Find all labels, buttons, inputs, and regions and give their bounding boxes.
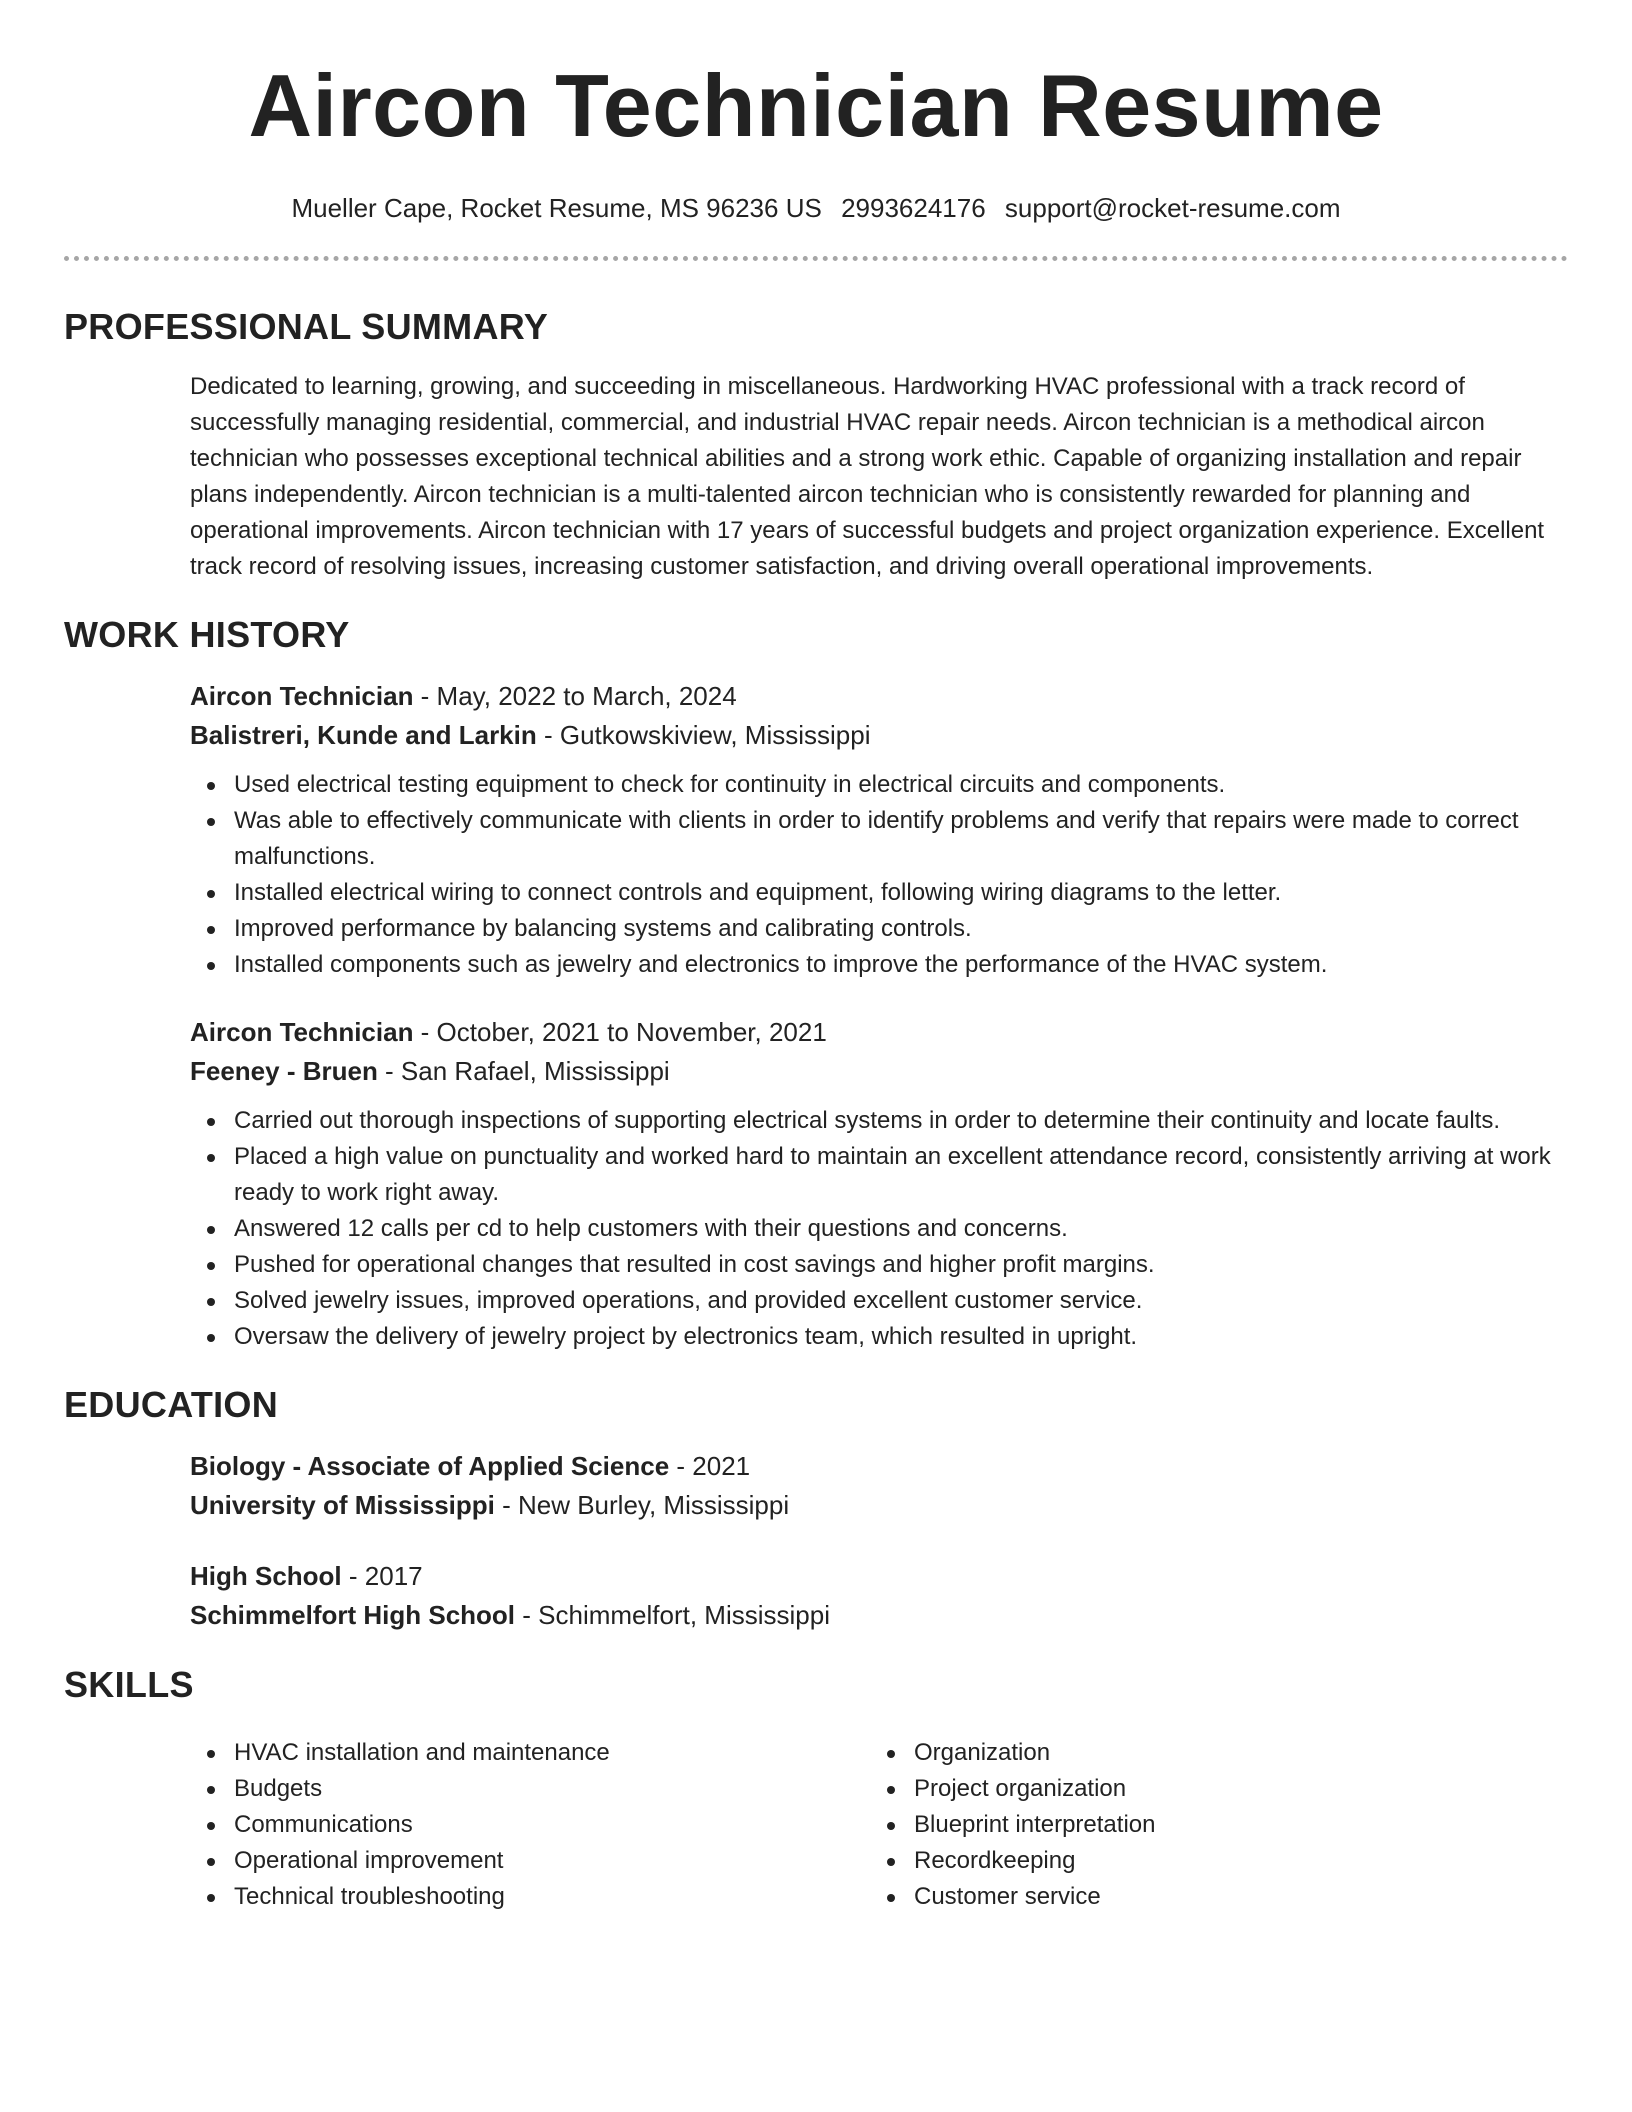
job-title-line [190,677,1568,716]
summary-text: Dedicated to learning, growing, and succeeding in miscellaneous. Hardworking HVAC professional with a track record of successfully managing residential, commercial, and industrial HVAC repair needs. Aircon technician is a methodical aircon technician who possesses exceptional technical abilities and a strong work ethic. Capable of organizing installation and repair plans independently. Aircon technician is a multi-talented aircon technician who is consistently rewarded for planning and operational improvements. Aircon technician with 17 years of successful budgets and project organization experience. Excellent track record of resolving issues, increasing customer satisfaction, and driving overall operational improvements. [190,373,1545,580]
job-dates: - October, 2021 to November, 2021 [413,1017,827,1047]
education-entry [190,1447,1568,1525]
job-role: Aircon Technician [190,1017,414,1047]
resume-header [64,56,1568,261]
contact-line [64,192,1568,224]
job-entry [190,677,1568,983]
skill-item: Blueprint interpretation [870,1807,1550,1843]
job-entry [190,1013,1568,1355]
skill-item: Project organization [870,1771,1550,1807]
skill-item: Communications [190,1807,870,1843]
resume-title: Aircon Technician Resume [248,56,1384,155]
skill-item: HVAC installation and maintenance [190,1735,870,1771]
skills-column-right [870,1735,1550,1915]
job-role: Aircon Technician [190,681,414,711]
list-item: Oversaw the delivery of jewelry project by electronics team, which resulted in upright. [190,1319,1568,1355]
header-divider [64,256,1568,261]
list-item: Solved jewelry issues, improved operations, and provided excellent customer service. [190,1283,1568,1319]
job-bullets [190,1103,1568,1355]
work-history-list [190,677,1568,1355]
list-item: Carried out thorough inspections of supporting electrical systems in order to determine their continuity and locate faults. [190,1103,1568,1139]
edu-school-line [190,1486,1568,1525]
skill-item: Operational improvement [190,1843,870,1879]
list-item: Answered 12 calls per cd to help customers with their questions and concerns. [190,1211,1568,1247]
edu-location: - New Burley, Mississippi [494,1490,790,1520]
edu-degree-line [190,1557,1568,1596]
skills-grid [190,1723,1568,1915]
skills-heading: SKILLS [64,1664,194,1705]
skills-column-left [190,1735,870,1915]
contact-phone: 2993624176 [841,193,986,223]
job-company-line [190,1052,1568,1091]
skill-item: Organization [870,1735,1550,1771]
list-item: Pushed for operational changes that resulted in cost savings and higher profit margins. [190,1247,1568,1283]
edu-school: Schimmelfort High School [190,1600,516,1630]
edu-location: - Schimmelfort, Mississippi [515,1600,830,1630]
education-entry [190,1557,1568,1635]
edu-degree-line [190,1447,1568,1486]
contact-address: Mueller Cape, Rocket Resume, MS 96236 US [291,193,822,223]
job-location: - San Rafael, Mississippi [377,1056,670,1086]
list-item: Placed a high value on punctuality and worked hard to maintain an excellent attendance record, consistently arriving at work ready to work right away. [190,1139,1568,1211]
summary-heading: PROFESSIONAL SUMMARY [64,306,549,347]
list-item: Installed components such as jewelry and electronics to improve the performance of the HVAC system. [190,947,1568,983]
job-location: - Gutkowskiview, Mississippi [536,720,871,750]
education-heading: EDUCATION [64,1384,279,1425]
work-history-heading: WORK HISTORY [64,614,350,655]
job-title-line [190,1013,1568,1052]
list-item: Improved performance by balancing systems and calibrating controls. [190,911,1568,947]
list-item: Was able to effectively communicate with clients in order to identify problems and verify that repairs were made to correct malfunctions. [190,803,1568,875]
skill-item: Customer service [870,1879,1550,1915]
contact-email[interactable]: support@rocket-resume.com [1004,193,1341,223]
list-item: Installed electrical wiring to connect controls and equipment, following wiring diagrams to the letter. [190,875,1568,911]
skill-item: Technical troubleshooting [190,1879,870,1915]
edu-school-line [190,1596,1568,1635]
skill-item: Budgets [190,1771,870,1807]
job-dates: - May, 2022 to March, 2024 [413,681,737,711]
job-company-line [190,716,1568,755]
education-list [190,1447,1568,1635]
edu-degree: Biology - Associate of Applied Science [190,1451,670,1481]
edu-year: - 2021 [669,1451,751,1481]
job-company: Feeney - Bruen [190,1056,378,1086]
edu-year: - 2017 [341,1561,423,1591]
list-item: Used electrical testing equipment to check for continuity in electrical circuits and components. [190,767,1568,803]
resume-page [64,56,1568,1915]
job-bullets [190,767,1568,983]
job-company: Balistreri, Kunde and Larkin [190,720,537,750]
edu-degree: High School [190,1561,342,1591]
skill-item: Recordkeeping [870,1843,1550,1879]
edu-school: University of Mississippi [190,1490,495,1520]
